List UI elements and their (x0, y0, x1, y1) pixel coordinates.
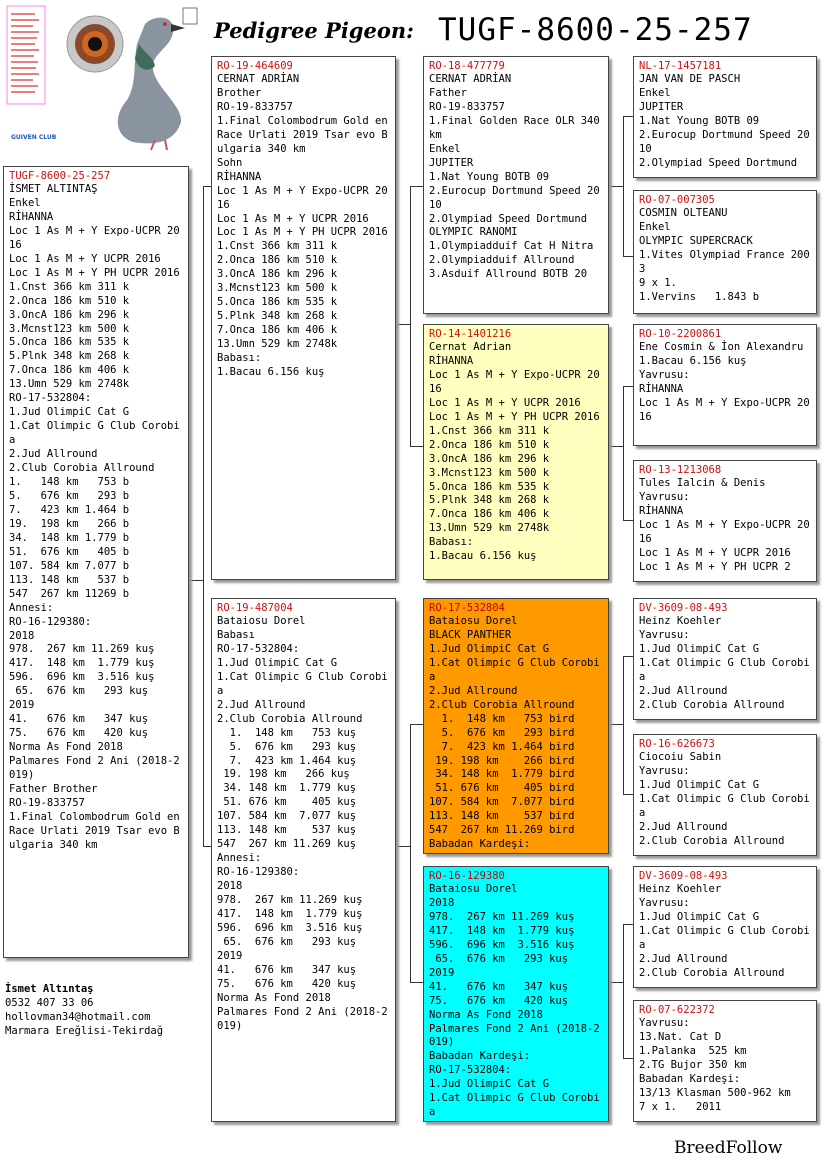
ring-number: RO-16-626673 (639, 738, 715, 750)
connector-line (203, 186, 204, 846)
connector-line (609, 982, 623, 983)
pedigree-line: 2018 (429, 896, 455, 909)
pedigree-line: 2.Onca 186 km 510 k (429, 438, 550, 451)
pedigree-line: Bataiosu Dorel (429, 883, 518, 895)
pedigree-line: 417. 148 km 1.779 kuş (9, 657, 155, 670)
pedigree-line: Babadan Kardeşi: (639, 1072, 741, 1085)
ring-number: RO-19-487004 (217, 602, 293, 614)
pedigree-line: 19. 198 km 266 kuş (217, 768, 350, 781)
pedigree-line: 2.Olympiad Speed Dortmund (429, 212, 588, 225)
pedigree-line: 2.Olympiad Speed Dortmund (639, 156, 798, 169)
pedigree-line: 1.Cnst 366 km 311 k (217, 240, 338, 253)
owner-phone: 0532 407 33 06 (5, 997, 94, 1009)
pedigree-line: 596. 696 km 3.516 kuş (9, 671, 155, 684)
pedigree-line: 3.Mcnst123 km 500 k (9, 322, 130, 335)
pedigree-line: Heinz Koehler (639, 883, 722, 895)
pedigree-line: 1.Final Colombodrum Gold en Race Urlati 2019 Tsar evo Bulgaria 340 km (9, 810, 187, 851)
pedigree-line: Enkel (9, 196, 41, 209)
pedigree-line: 7 x 1. 2011 (639, 1100, 722, 1113)
pedigree-line: 65. 676 km 293 kuş (217, 935, 357, 948)
pedigree-line: 13.Umn 529 km 2748k (429, 522, 550, 535)
connector-line (410, 724, 424, 725)
pedigree-line: Norma As Fond 2018 (217, 991, 331, 1004)
connector-line (623, 1058, 633, 1059)
pedigree-line: Bataiosu Dorel (429, 615, 518, 627)
pedigree-line: 978. 267 km 11.269 kuş (429, 910, 575, 923)
pedigree-line: 2.Club Corobia Allround (639, 966, 785, 979)
connector-line (623, 256, 633, 257)
pedigree-line: 1. 148 km 753 kuş (217, 726, 357, 739)
maternal-granddam-card[interactable] (423, 866, 609, 1122)
pedigree-line: 2.Jud Allround (639, 684, 728, 697)
pedigree-line: 978. 267 km 11.269 kuş (217, 894, 363, 907)
pedigree-line: Loc 1 As M + Y PH UCPR 2016 (217, 226, 388, 239)
connector-line (623, 794, 633, 795)
pedigree-line: Yavrusu: (639, 490, 690, 503)
pedigree-line: Heinz Koehler (639, 615, 722, 627)
pedigree-line: RO-19-833757 (429, 100, 505, 113)
great-grandparent-card[interactable] (633, 324, 817, 446)
pedigree-line: 41. 676 km 347 kuş (217, 963, 357, 976)
pedigree-line: JAN VAN DE PASCH (639, 73, 741, 85)
pedigree-line: OLYMPIC RANOMI (429, 226, 518, 239)
pedigree-line: 1.Final Colombodrum Gold en Race Urlati 2019 Tsar evo Bulgaria 340 km (217, 114, 395, 155)
club-logo: GUIVEN CLUB (11, 134, 57, 141)
ring-number: TUGF-8600-25-257 (9, 170, 111, 182)
pedigree-line: JUPITER (639, 100, 684, 113)
connector-line (410, 724, 411, 982)
pedigree-line: Loc 1 As M + Y Expo-UCPR 2016 (429, 368, 600, 395)
pedigree-line: 5.Onca 186 km 535 k (429, 480, 550, 493)
pedigree-line: 1. 148 km 753 b (9, 476, 130, 489)
pedigree-line: 51. 676 km 405 kuş (217, 796, 357, 809)
pedigree-line: İSMET ALTINTAŞ (9, 183, 98, 195)
pedigree-line: 1.Cnst 366 km 311 k (429, 424, 550, 437)
pedigree-line: RO-19-833757 (9, 796, 85, 809)
pedigree-line: 7. 423 km 1.464 kuş (217, 754, 357, 767)
pedigree-line: 2018 (217, 880, 243, 893)
pedigree-line: 2.Club Corobia Allround (429, 698, 575, 711)
sire-card[interactable] (211, 56, 396, 580)
pedigree-line: Enkel (429, 142, 461, 155)
connector-line (623, 116, 633, 117)
pedigree-line: Loc 1 As M + Y UCPR 2016 (9, 252, 161, 265)
pedigree-line: Yavrusu: (639, 896, 690, 909)
pedigree-line: 2.Club Corobia Allround (639, 834, 785, 847)
connector-line (410, 446, 424, 447)
pedigree-line: 1.Jud OlimpiC Cat G (217, 656, 338, 669)
great-grandparent-card[interactable] (633, 598, 817, 720)
pedigree-line: CERNAT ADRİAN (429, 73, 512, 85)
connector-line (410, 186, 424, 187)
pedigree-line: Ciocoiu Sabin (639, 751, 722, 763)
connector-line (623, 656, 633, 657)
pedigree-line: 5.Plnk 348 km 268 k (217, 310, 338, 323)
pedigree-line: 1.Final Golden Race OLR 340 km (429, 114, 607, 141)
owner-contact (5, 982, 163, 1038)
pedigree-line: 7.Onca 186 km 406 k (429, 508, 550, 521)
pedigree-line: Sohn (217, 156, 243, 169)
pedigree-line: 107. 584 km 7.077 bird (429, 796, 575, 809)
pigeon-photo (5, 4, 200, 152)
footer-brand: BreedFollow (674, 1138, 783, 1158)
pedigree-line: 3.OncA 186 km 296 k (217, 268, 338, 281)
pedigree-line: Loc 1 As M + Y Expo-UCPR 2016 (9, 224, 180, 251)
pedigree-line: 1.Cat Olimpic G Club Corobia (429, 1092, 600, 1119)
pedigree-line: Loc 1 As M + Y UCPR 2016 (429, 396, 581, 409)
pedigree-line: RİHANNA (217, 170, 262, 183)
pedigree-line: 1.Bacau 6.156 kuş (639, 354, 747, 367)
pedigree-line: RİHANNA (639, 504, 684, 517)
pedigree-line: Bataiosu Dorel (217, 615, 306, 627)
pedigree-line: RİHANNA (429, 354, 474, 367)
connector-line (396, 324, 410, 325)
pedigree-line: 5. 676 km 293 b (9, 489, 130, 502)
pedigree-line: 5.Plnk 348 km 268 k (429, 494, 550, 507)
pedigree-line: 1.Cnst 366 km 311 k (9, 280, 130, 293)
pedigree-line: 1.Jud OlimpiC Cat G (429, 642, 550, 655)
connector-line (623, 386, 633, 387)
pedigree-line: 7.Onca 186 km 406 k (217, 324, 338, 337)
connector-line (623, 116, 624, 256)
pedigree-line: 1.Bacau 6.156 kuş (217, 366, 325, 379)
ring-number: RO-14-1401216 (429, 328, 512, 340)
ring-number: RO-07-622372 (639, 1004, 715, 1016)
pedigree-line: 2.Onca 186 km 510 k (217, 254, 338, 267)
pedigree-line: CERNAT ADRİAN (217, 73, 300, 85)
pedigree-line: RO-17-532804: (217, 642, 300, 655)
pedigree-line: 2.Club Corobia Allround (217, 712, 363, 725)
pedigree-line: 547 267 km 11.269 bird (429, 824, 575, 837)
pedigree-line: 1.Vites Olympiad France 2003 (639, 248, 810, 275)
pedigree-line: 2.Jud Allround (639, 820, 728, 833)
pedigree-line: Tules Ialcin & Denis (639, 477, 766, 489)
pedigree-line: Loc 1 As M + Y PH UCPR 2 (639, 560, 791, 573)
pedigree-line: 1.Cat Olimpic G Club Corobia (639, 924, 810, 951)
pedigree-line: Loc 1 As M + Y Expo-UCPR 2016 (639, 518, 810, 545)
pedigree-line: Babadan Kardeşi: (429, 838, 531, 851)
pedigree-line: 7. 423 km 1.464 b (9, 503, 130, 516)
pedigree-line: 3.Asduif Allround BOTB 20 (429, 268, 588, 281)
pedigree-line: 1.Cat Olimpic G Club Corobia (9, 420, 180, 447)
pedigree-line: 2019 (9, 699, 35, 712)
pedigree-line: Annesi: (217, 852, 262, 865)
pedigree-line: 417. 148 km 1.779 kuş (217, 908, 363, 921)
pedigree-line: 41. 676 km 347 kuş (9, 713, 149, 726)
pedigree-line: Father Brother (9, 782, 98, 795)
pedigree-line: 1.Vervins 1.843 b (639, 290, 760, 303)
pedigree-line: RO-16-129380: (217, 866, 300, 879)
pedigree-line: 1.Bacau 6.156 kuş (429, 550, 537, 563)
ring-number: DV-3609-08-493 (639, 602, 728, 614)
pedigree-line: 1.Jud OlimpiC Cat G (639, 642, 760, 655)
connector-line (623, 656, 624, 794)
pedigree-line: 19. 198 km 266 bird (429, 754, 575, 767)
pedigree-line: Norma As Fond 2018 (429, 1008, 543, 1021)
pedigree-line: 2.Jud Allround (639, 952, 728, 965)
ring-number: RO-19-464609 (217, 60, 293, 72)
pedigree-line: Yavrusu: (639, 368, 690, 381)
pedigree-line: 596. 696 km 3.516 kuş (217, 921, 363, 934)
pedigree-line: RO-16-129380: (9, 615, 92, 628)
ring-number: RO-16-129380 (429, 870, 505, 882)
pedigree-line: BLACK PANTHER (429, 628, 512, 641)
pedigree-line: Yavrusu: (639, 764, 690, 777)
pedigree-line: 2.Jud Allround (9, 448, 98, 461)
ring-number: DV-3609-08-493 (639, 870, 728, 882)
paternal-grandsire-card[interactable] (423, 56, 609, 314)
pedigree-line: 2.Eurocup Dortmund Speed 2010 (429, 184, 600, 211)
pedigree-line: 2.Onca 186 km 510 k (9, 294, 130, 307)
pedigree-line: 65. 676 km 293 kuş (9, 685, 149, 698)
pedigree-line: 2019 (429, 966, 455, 979)
pedigree-line: 547 267 km 11.269 kuş (217, 838, 357, 851)
paternal-granddam-card[interactable] (423, 324, 609, 580)
pedigree-line: 1.Palanka 525 km (639, 1044, 747, 1057)
pedigree-line: 113. 148 km 537 bird (429, 810, 575, 823)
pedigree-line: 3.Mcnst123 km 500 k (429, 466, 550, 479)
ring-number: RO-07-007305 (639, 194, 715, 206)
great-grandparent-card[interactable] (633, 734, 817, 856)
pedigree-line: 65. 676 km 293 kuş (429, 952, 569, 965)
pedigree-line: Babası: (429, 536, 474, 549)
pedigree-line: 3.Mcnst123 km 500 k (217, 282, 338, 295)
pedigree-line: 2.Jud Allround (429, 684, 518, 697)
pedigree-line: 5.Onca 186 km 535 k (217, 296, 338, 309)
pedigree-line: 1.Nat Young BOTB 09 (429, 170, 550, 183)
pedigree-line: 1.Nat Young BOTB 09 (639, 114, 760, 127)
pedigree-line: Brother (217, 86, 262, 99)
connector-line (609, 724, 623, 725)
pedigree-line: 2.TG Bujor 350 km (639, 1058, 747, 1071)
pedigree-line: RİHANNA (9, 210, 54, 223)
ring-number: RO-10-2200861 (639, 328, 722, 340)
pedigree-line: 107. 584 km 7.077 kuş (217, 810, 357, 823)
pedigree-line: 3.OncA 186 km 296 k (9, 308, 130, 321)
pedigree-line: 7. 423 km 1.464 bird (429, 740, 575, 753)
dam-card[interactable] (211, 598, 396, 1122)
pedigree-line: 2.Eurocup Dortmund Speed 2010 (639, 128, 810, 155)
pedigree-line: Loc 1 As M + Y Expo-UCPR 2016 (639, 396, 810, 423)
connector-line (623, 924, 633, 925)
pedigree-line: 1.Jud OlimpiC Cat G (639, 778, 760, 791)
maternal-grandsire-card[interactable] (423, 598, 609, 854)
connector-line (623, 924, 624, 1058)
connector-line (410, 186, 411, 446)
connector-line (609, 446, 623, 447)
pedigree-line: 19. 198 km 266 b (9, 517, 130, 530)
pedigree-line: Palmares Fond 2 Ani (2018-2019) (217, 1005, 388, 1032)
pedigree-line: Loc 1 As M + Y UCPR 2016 (639, 546, 791, 559)
pedigree-line: Loc 1 As M + Y Expo-UCPR 2016 (217, 184, 388, 211)
pedigree-line: 1.Jud OlimpiC Cat G (9, 406, 130, 419)
ring-number: RO-13-1213068 (639, 464, 722, 476)
great-grandparent-card[interactable] (633, 1000, 817, 1122)
pedigree-line: 13.Umn 529 km 2748k (217, 338, 338, 351)
pedigree-line: Loc 1 As M + Y PH UCPR 2016 (429, 410, 600, 423)
pedigree-line: 2.Jud Allround (217, 698, 306, 711)
pedigree-line: 1.Cat Olimpic G Club Corobia (429, 656, 600, 683)
pedigree-line: 13.Umn 529 km 2748k (9, 378, 130, 391)
great-grandparent-card[interactable] (633, 460, 817, 582)
pedigree-line: 2.Club Corobia Allround (9, 462, 155, 475)
pedigree-line: 41. 676 km 347 kuş (429, 980, 569, 993)
pedigree-line: 596. 696 km 3.516 kuş (429, 938, 575, 951)
pedigree-line: 2.Olympiadduif Allround (429, 254, 575, 267)
ring-number-title: TUGF-8600-25-257 (438, 12, 753, 48)
owner-city: Marmara Ereğlisi-Tekirdağ (5, 1025, 164, 1037)
pedigree-line: 417. 148 km 1.779 kuş (429, 924, 575, 937)
owner-email[interactable]: hollovman34@hotmail.com (5, 1011, 151, 1023)
ring-number: RO-18-477779 (429, 60, 505, 72)
pedigree-line: 3.OncA 186 km 296 k (429, 452, 550, 465)
connector-line (623, 520, 633, 521)
connector-line (189, 580, 203, 581)
pedigree-line: 1.Cat Olimpic G Club Corobia (217, 670, 388, 697)
pedigree-line: 9 x 1. (639, 276, 677, 289)
pedigree-line: 978. 267 km 11.269 kuş (9, 643, 155, 656)
pedigree-line: Palmares Fond 2 Ani (2018-2019) (429, 1022, 600, 1049)
pedigree-line: Enkel (639, 220, 671, 233)
pedigree-line: 1.Jud OlimpiC Cat G (639, 910, 760, 923)
pedigree-line: RO-17-532804: (9, 392, 92, 405)
great-grandparent-card[interactable] (633, 56, 817, 178)
connector-line (623, 386, 624, 520)
pedigree-line: COSMIN OLTEANU (639, 207, 728, 219)
pedigree-line: Babası: (217, 352, 262, 365)
pedigree-line: Father (429, 86, 467, 99)
pedigree-line: OLYMPIC SUPERCRACK (639, 234, 753, 247)
pedigree-line: Yavrusu: (639, 628, 690, 641)
pedigree-line: Loc 1 As M + Y PH UCPR 2016 (9, 266, 180, 279)
pedigree-line: 51. 676 km 405 bird (429, 782, 575, 795)
pedigree-line: Norma As Fond 2018 (9, 741, 123, 754)
pedigree-line: 547 267 km 11269 b (9, 587, 130, 600)
pedigree-line: 1.Olympiadduif Cat H Nitra (429, 240, 594, 253)
pedigree-line: 34. 148 km 1.779 kuş (217, 782, 357, 795)
pedigree-line: 113. 148 km 537 kuş (217, 824, 357, 837)
pedigree-line: 1.Jud OlimpiC Cat G (429, 1078, 550, 1091)
pedigree-line: 5.Plnk 348 km 268 k (9, 350, 130, 363)
pedigree-line: 7.Onca 186 km 406 k (9, 364, 130, 377)
pedigree-line: 5.Onca 186 km 535 k (9, 336, 130, 349)
pedigree-line: 1.Cat Olimpic G Club Corobia (639, 656, 810, 683)
pedigree-line: 107. 584 km 7.077 b (9, 559, 130, 572)
ring-number: RO-17-532804 (429, 602, 505, 614)
pedigree-line: 13/13 Klasman 500-962 km (639, 1086, 791, 1099)
pedigree-line: Cernat Adrian (429, 341, 512, 353)
pedigree-line: RO-17-532804: (429, 1064, 512, 1077)
pedigree-line: 5. 676 km 293 kuş (217, 740, 357, 753)
pedigree-line: 2018 (9, 629, 35, 642)
connector-line (410, 982, 424, 983)
pedigree-line: 75. 676 km 420 kuş (217, 977, 357, 990)
pedigree-line: 34. 148 km 1.779 b (9, 531, 130, 544)
page-title: Pedigree Pigeon: (214, 18, 414, 43)
great-grandparent-card[interactable] (633, 190, 817, 314)
pedigree-line: 2019 (217, 949, 243, 962)
pedigree-line: 5. 676 km 293 bird (429, 726, 575, 739)
ring-number: NL-17-1457181 (639, 60, 722, 72)
pedigree-line: Palmares Fond 2 Ani (2018-2019) (9, 755, 180, 782)
pedigree-line: Babası (217, 628, 255, 641)
connector-line (396, 846, 410, 847)
pedigree-line: 1. 148 km 753 bird (429, 712, 575, 725)
pedigree-line: Yavrusu: (639, 1017, 690, 1029)
owner-name: İsmet Altıntaş (5, 983, 94, 995)
pedigree-line: 2.Club Corobia Allround (639, 698, 785, 711)
great-grandparent-card[interactable] (633, 866, 817, 988)
pedigree-line: RO-19-833757 (217, 100, 293, 113)
pedigree-line: Babadan Kardeşi: (429, 1050, 531, 1063)
pedigree-line: Ene Cosmin & İon Alexandru (639, 341, 804, 353)
pedigree-line: 51. 676 km 405 b (9, 545, 130, 558)
pedigree-line: 1.Cat Olimpic G Club Corobia (639, 792, 810, 819)
pedigree-line: Annesi: (9, 601, 54, 614)
pedigree-line: Loc 1 As M + Y UCPR 2016 (217, 212, 369, 225)
pedigree-line: 34. 148 km 1.779 bird (429, 768, 575, 781)
connector-line (609, 186, 623, 187)
pedigree-line: 75. 676 km 420 kuş (429, 994, 569, 1007)
pedigree-line: Enkel (639, 86, 671, 99)
pedigree-line: 75. 676 km 420 kuş (9, 727, 149, 740)
pedigree-line: JUPITER (429, 156, 474, 169)
pedigree-line: 113. 148 km 537 b (9, 573, 130, 586)
subject-pigeon-card[interactable] (3, 166, 189, 958)
pedigree-line: 13.Nat. Cat D (639, 1030, 722, 1043)
pedigree-line: RİHANNA (639, 382, 684, 395)
